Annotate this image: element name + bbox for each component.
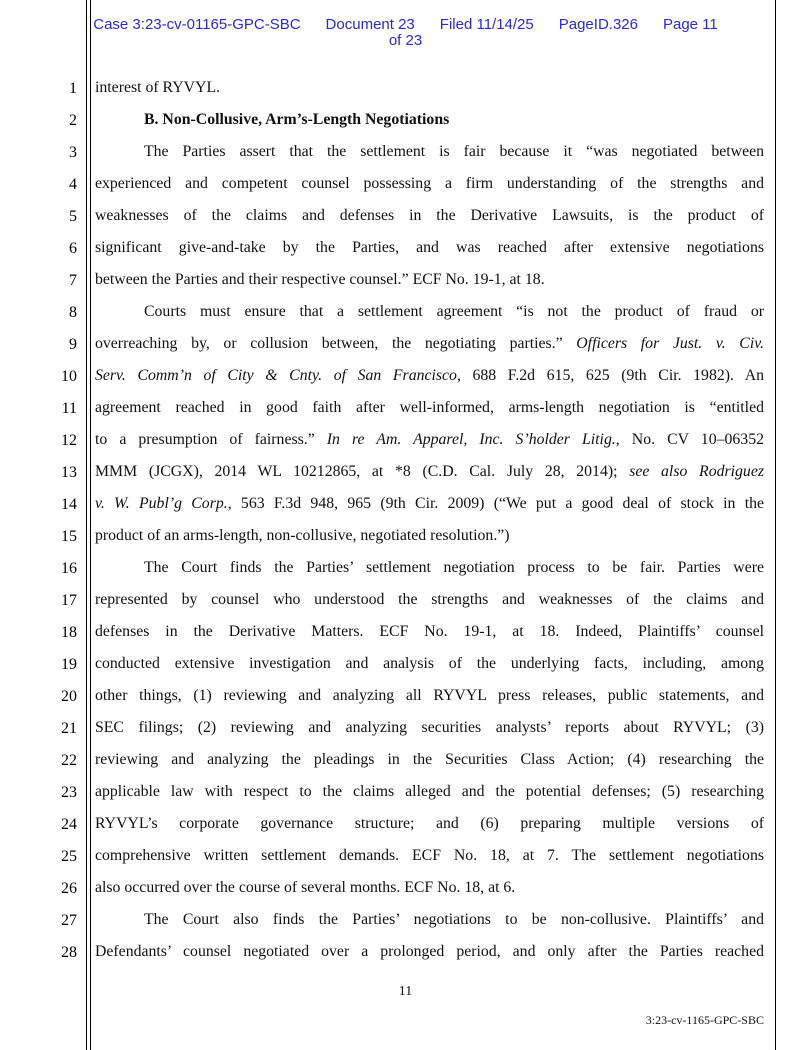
line-number: 15 bbox=[61, 528, 77, 545]
line-number: 12 bbox=[61, 432, 77, 449]
text-line bbox=[95, 783, 764, 801]
text-line bbox=[95, 335, 764, 353]
text-line bbox=[95, 719, 764, 737]
right-margin-rule bbox=[775, 0, 776, 1050]
line-number: 24 bbox=[61, 816, 77, 833]
line-number: 17 bbox=[61, 592, 77, 609]
text-segment: B. Non-Collusive, Arm’s-Length Negotiations bbox=[144, 111, 450, 128]
line-number: 7 bbox=[69, 272, 77, 289]
line-number: 11 bbox=[61, 400, 77, 417]
left-margin-rule-outer bbox=[86, 0, 87, 1050]
text-segment: product of an arms-length, non-collusive, negotiated resolution.”) bbox=[95, 527, 510, 544]
line-number: 3 bbox=[69, 144, 77, 161]
line-number: 2 bbox=[69, 112, 77, 129]
text-line bbox=[95, 687, 764, 705]
text-segment: other things, (1) reviewing and analyzing all RYVYL press releases, public statements, and bbox=[95, 687, 764, 704]
text-segment: , 688 F.2d 615, 625 (9th Cir. 1982). An bbox=[456, 367, 764, 384]
left-margin-rule-inner bbox=[90, 0, 91, 1050]
text-segment: , No. CV 10–06352 bbox=[615, 431, 764, 448]
text-segment: also occurred over the course of several months. ECF No. 18, at 6. bbox=[95, 879, 516, 896]
line-number: 14 bbox=[61, 496, 77, 513]
text-line bbox=[95, 623, 764, 641]
line-number: 9 bbox=[69, 336, 77, 353]
line-number: 20 bbox=[61, 688, 77, 705]
text-segment: comprehensive written settlement demands. ECF No. 18, at 7. The settlement negotiations bbox=[95, 847, 764, 864]
text-line bbox=[95, 847, 764, 865]
text-line bbox=[95, 655, 764, 673]
citation-italic: see also Rodriguez bbox=[629, 463, 764, 480]
text-line bbox=[95, 207, 764, 225]
text-line bbox=[95, 591, 764, 609]
text-segment: conducted extensive investigation and analysis of the underlying facts, including, among bbox=[95, 655, 764, 672]
line-number: 26 bbox=[61, 880, 77, 897]
text-segment: , 563 F.3d 948, 965 (9th Cir. 2009) (“We put a good deal of stock in the bbox=[227, 495, 765, 512]
line-number: 27 bbox=[61, 912, 77, 929]
line-number: 6 bbox=[69, 240, 77, 257]
ecf-header-line1: Case 3:23-cv-01165-GPC-SBC Document 23 Filed 11/14/25 PageID.326 Page 11 bbox=[93, 16, 718, 33]
citation-italic: Serv. Comm’n of City & Cnty. of San Francisco bbox=[95, 367, 457, 384]
text-line bbox=[95, 367, 764, 385]
text-line bbox=[95, 943, 764, 961]
text-segment: The Court finds the Parties’ settlement negotiation process to be fair. Parties were bbox=[144, 559, 764, 576]
text-segment: MMM (JCGX), 2014 WL 10212865, at *8 (C.D. Cal. July 28, 2014); bbox=[95, 463, 630, 480]
text-segment: experienced and competent counsel possessing a firm understanding of the strengths and bbox=[95, 175, 764, 192]
text-segment: applicable law with respect to the claims alleged and the potential defenses; (5) researching bbox=[95, 783, 764, 800]
text-segment: between the Parties and their respective counsel.” ECF No. 19-1, at 18. bbox=[95, 271, 545, 288]
footer-case-number: 3:23-cv-1165-GPC-SBC bbox=[645, 1013, 764, 1027]
citation-italic: v. W. Publ’g Corp. bbox=[95, 495, 228, 512]
text-segment: Courts must ensure that a settlement agreement “is not the product of fraud or bbox=[144, 303, 764, 320]
text-segment: reviewing and analyzing the pleadings in the Securities Class Action; (4) researching the bbox=[95, 751, 764, 768]
text-line bbox=[95, 431, 764, 449]
text-line bbox=[95, 271, 764, 289]
text-segment: SEC filings; (2) reviewing and analyzing securities analysts’ reports about RYVYL; (3) bbox=[95, 719, 764, 736]
text-line bbox=[95, 399, 764, 417]
line-number: 22 bbox=[61, 752, 77, 769]
text-line bbox=[144, 303, 764, 321]
line-number: 25 bbox=[61, 848, 77, 865]
text-segment: The Parties assert that the settlement is fair because it “was negotiated between bbox=[144, 143, 764, 160]
line-number: 1 bbox=[69, 80, 77, 97]
text-line bbox=[95, 79, 764, 97]
text-segment: significant give-and-take by the Parties, and was reached after extensive negotiations bbox=[95, 239, 764, 256]
section-heading bbox=[144, 111, 764, 129]
citation-italic: Officers for Just. v. Civ. bbox=[576, 335, 764, 352]
line-number: 21 bbox=[61, 720, 77, 737]
line-number: 8 bbox=[69, 304, 77, 321]
text-line bbox=[95, 463, 764, 481]
text-line bbox=[95, 751, 764, 769]
citation-italic: In re Am. Apparel, Inc. S’holder Litig. bbox=[326, 431, 616, 448]
text-line bbox=[95, 879, 764, 897]
text-segment: The Court also finds the Parties’ negotiations to be non-collusive. Plaintiffs’ and bbox=[144, 911, 764, 928]
text-line bbox=[95, 239, 764, 257]
text-segment: defenses in the Derivative Matters. ECF No. 19-1, at 18. Indeed, Plaintiffs’ counsel bbox=[95, 623, 764, 640]
ecf-header-line2: of 23 bbox=[388, 32, 423, 49]
page-number: 11 bbox=[398, 984, 413, 999]
line-number: 19 bbox=[61, 656, 77, 673]
text-segment: to a presumption of fairness.” bbox=[95, 431, 327, 448]
line-number: 18 bbox=[61, 624, 77, 641]
text-segment: agreement reached in good faith after well-informed, arms-length negotiation is “entitled bbox=[95, 399, 764, 416]
text-line bbox=[144, 559, 764, 577]
text-segment: RYVYL’s corporate governance structure; and (6) preparing multiple versions of bbox=[95, 815, 764, 832]
text-line bbox=[95, 495, 764, 513]
text-line bbox=[144, 143, 764, 161]
text-segment: interest of RYVYL. bbox=[95, 79, 221, 96]
line-number: 4 bbox=[69, 176, 77, 193]
text-line bbox=[95, 527, 764, 545]
line-number: 23 bbox=[61, 784, 77, 801]
line-number: 16 bbox=[61, 560, 77, 577]
line-number: 5 bbox=[69, 208, 77, 225]
line-number: 10 bbox=[61, 368, 77, 385]
text-line bbox=[95, 815, 764, 833]
text-segment: represented by counsel who understood the strengths and weaknesses of the claims and bbox=[95, 591, 764, 608]
text-line bbox=[144, 911, 764, 929]
text-segment: weaknesses of the claims and defenses in the Derivative Lawsuits, is the product of bbox=[95, 207, 764, 224]
line-number: 28 bbox=[61, 944, 77, 961]
text-line bbox=[95, 175, 764, 193]
text-segment: overreaching by, or collusion between, the negotiating parties.” bbox=[95, 335, 577, 352]
line-number: 13 bbox=[61, 464, 77, 481]
text-segment: Defendants’ counsel negotiated over a prolonged period, and only after the Parties reached bbox=[95, 943, 764, 960]
